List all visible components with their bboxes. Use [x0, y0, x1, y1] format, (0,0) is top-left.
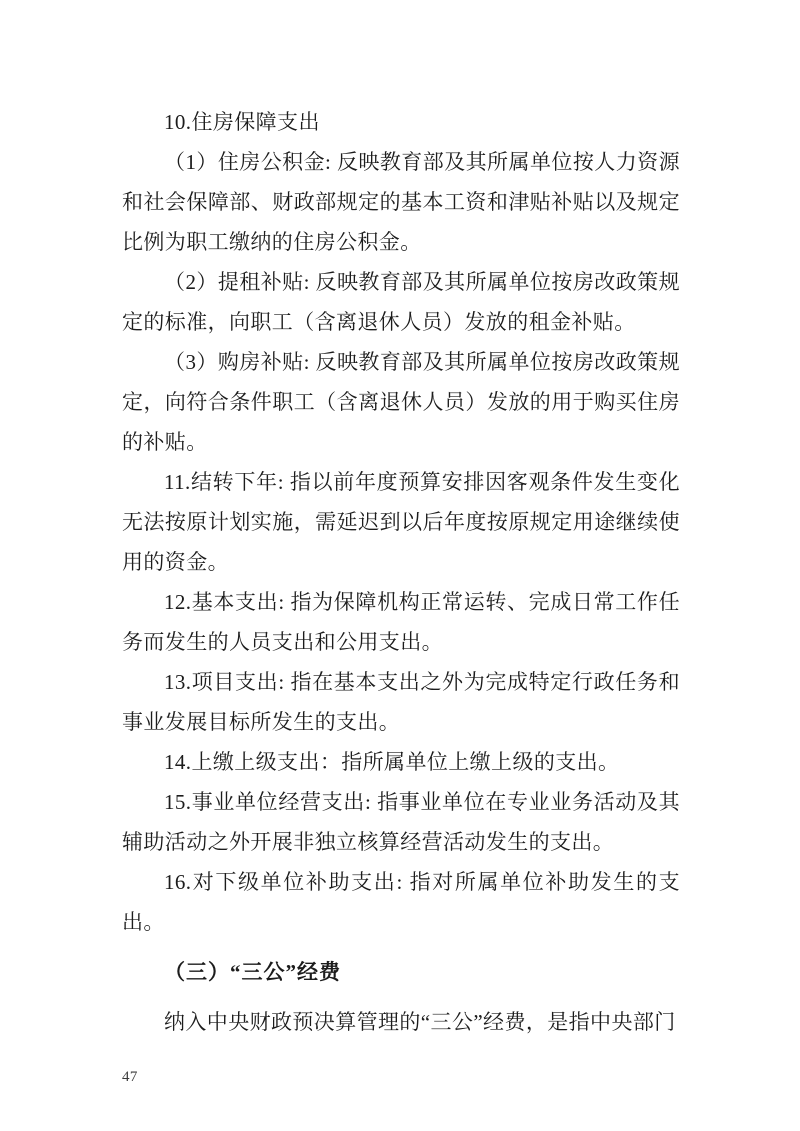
definition-rent-subsidy: （2）提租补贴: 反映教育部及其所属单位按房改政策规定的标准，向职工（含离退休人员）发放的租金补贴。: [122, 270, 680, 334]
definition-operating-expenditure: 15.事业单位经营支出: 指事业单位在专业业务活动及其辅助活动之外开展非独立核算经营活动发生的支出。: [122, 790, 680, 854]
definition-basic-expenditure: 12.基本支出: 指为保障机构正常运转、完成日常工作任务而发生的人员支出和公用支出。: [122, 590, 680, 654]
definition-upward-payment: 14.上缴上级支出：指所属单位上缴上级的支出。: [164, 750, 620, 774]
definition-purchase-subsidy: （3）购房补贴: 反映教育部及其所属单位按房改政策规定，向符合条件职工（含离退休人员）发放的用于购买住房的补贴。: [122, 350, 680, 454]
definition-subsidy-to-subordinates: 16.对下级单位补助支出: 指对所属单位补助发生的支出。: [122, 870, 680, 934]
definition-carryover: 11.结转下年: 指以前年度预算安排因客观条件发生变化无法按原计划实施，需延迟到以后年度按原规定用途继续使用的资金。: [122, 470, 680, 574]
paragraph-three-public-intro: 纳入中央财政预决算管理的“三公”经费，是指中央部门: [164, 1010, 676, 1034]
definition-project-expenditure: 13.项目支出: 指在基本支出之外为完成特定行政任务和事业发展目标所发生的支出。: [122, 670, 680, 734]
item-10-heading: 10.住房保障支出: [164, 110, 320, 134]
section-heading-three-public-funds: （三）“三公”经费: [164, 960, 341, 984]
definition-housing-fund: （1）住房公积金: 反映教育部及其所属单位按人力资源和社会保障部、财政部规定的基本工资和津贴补贴以及规定比例为职工缴纳的住房公积金。: [122, 150, 680, 254]
page-number: 47: [122, 1069, 138, 1085]
